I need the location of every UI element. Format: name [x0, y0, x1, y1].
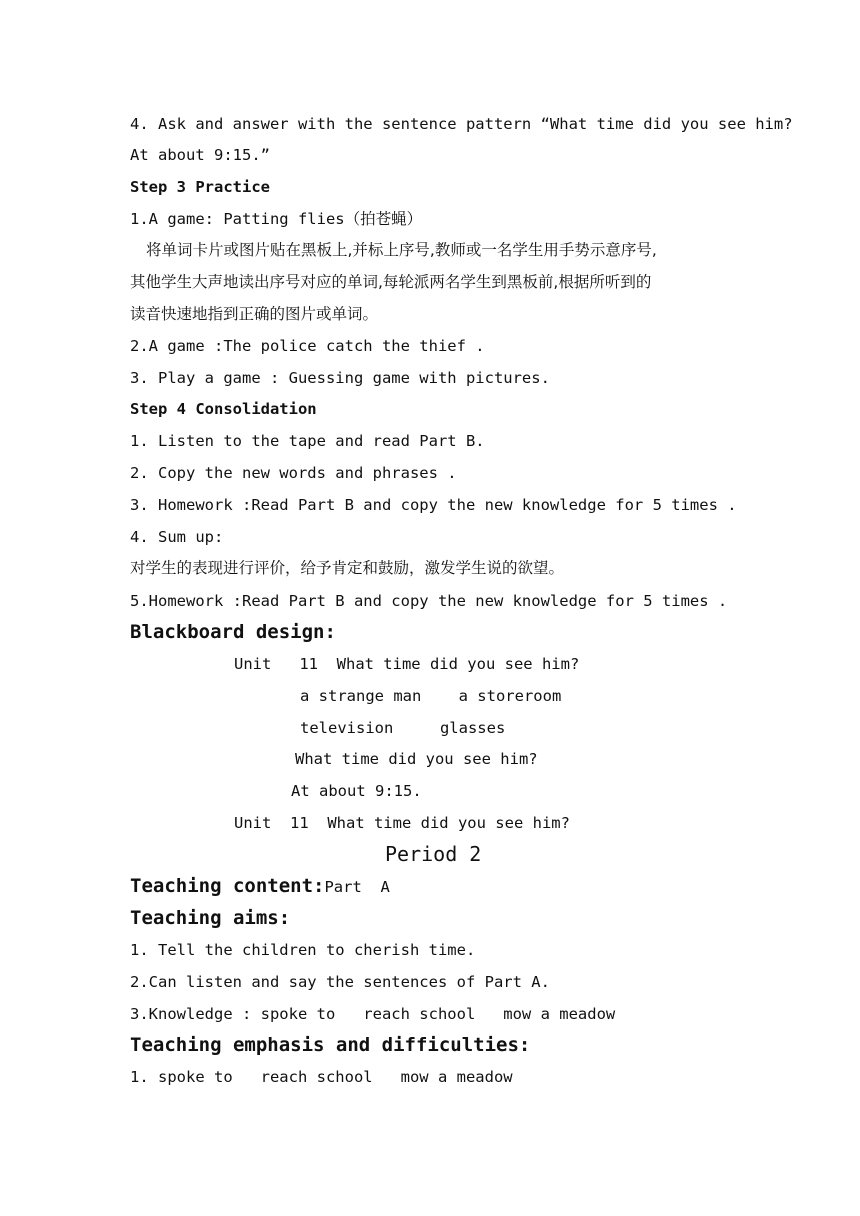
practice-item-1-desc-line3: 读音快速地指到正确的图片或单词。: [130, 305, 379, 323]
blackboard-line-3: television glasses: [300, 719, 506, 737]
emphasis-item-1: 1. spoke to reach school mow a meadow: [130, 1068, 513, 1086]
aim-item-3: 3.Knowledge : spoke to reach school mow a meadow: [130, 1005, 616, 1023]
blackboard-line-2: a strange man a storeroom: [300, 687, 562, 705]
blackboard-line-4: What time did you see him?: [295, 750, 538, 768]
step3-heading: Step 3 Practice: [130, 178, 270, 196]
consolidation-item-1: 1. Listen to the tape and read Part B.: [130, 432, 485, 450]
teaching-content: [130, 874, 390, 898]
consolidation-item-3: 3. Homework :Read Part B and copy the new knowledge for 5 times .: [130, 496, 737, 514]
consolidation-item-5: 5.Homework :Read Part B and copy the new knowledge for 5 times .: [130, 592, 728, 610]
aim-item-1: 1. Tell the children to cherish time.: [130, 941, 476, 959]
practice-item-1: 1.A game: Patting flies（拍苍蝇）: [130, 210, 423, 228]
consolidation-item-4-desc: 对学生的表现进行评价，给予肯定和鼓励，激发学生说的欲望。: [130, 559, 565, 577]
period-title: Period 2: [385, 842, 482, 866]
aim-item-2: 2.Can listen and say the sentences of Part A.: [130, 973, 550, 991]
step2-item-4-line2: At about 9:15.”: [130, 146, 270, 164]
blackboard-line-5: At about 9:15.: [291, 782, 422, 800]
practice-item-3: 3. Play a game : Guessing game with pictures.: [130, 369, 550, 387]
blackboard-line-6: Unit 11 What time did you see him?: [234, 814, 570, 832]
practice-item-1-desc-line2: 其他学生大声地读出序号对应的单词,每轮派两名学生到黑板前,根据所听到的: [130, 273, 652, 291]
step2-item-4-line1: 4. Ask and answer with the sentence pattern “What time did you see him?: [130, 115, 793, 133]
teaching-content-value: Part A: [324, 878, 390, 896]
consolidation-item-4: 4. Sum up:: [130, 528, 224, 546]
blackboard-line-1: Unit 11 What time did you see him?: [234, 655, 580, 673]
consolidation-item-2: 2. Copy the new words and phrases .: [130, 464, 457, 482]
practice-item-1-desc-line1: 将单词卡片或图片贴在黑板上,并标上序号,教师或一名学生用手势示意序号,: [146, 241, 657, 259]
blackboard-heading: Blackboard design:: [130, 621, 336, 643]
step4-heading: Step 4 Consolidation: [130, 400, 317, 418]
emphasis-heading: Teaching emphasis and difficulties:: [130, 1034, 531, 1056]
teaching-content-label: Teaching content:: [130, 875, 325, 897]
practice-item-2: 2.A game :The police catch the thief .: [130, 337, 485, 355]
teaching-aims-heading: Teaching aims:: [130, 907, 291, 929]
